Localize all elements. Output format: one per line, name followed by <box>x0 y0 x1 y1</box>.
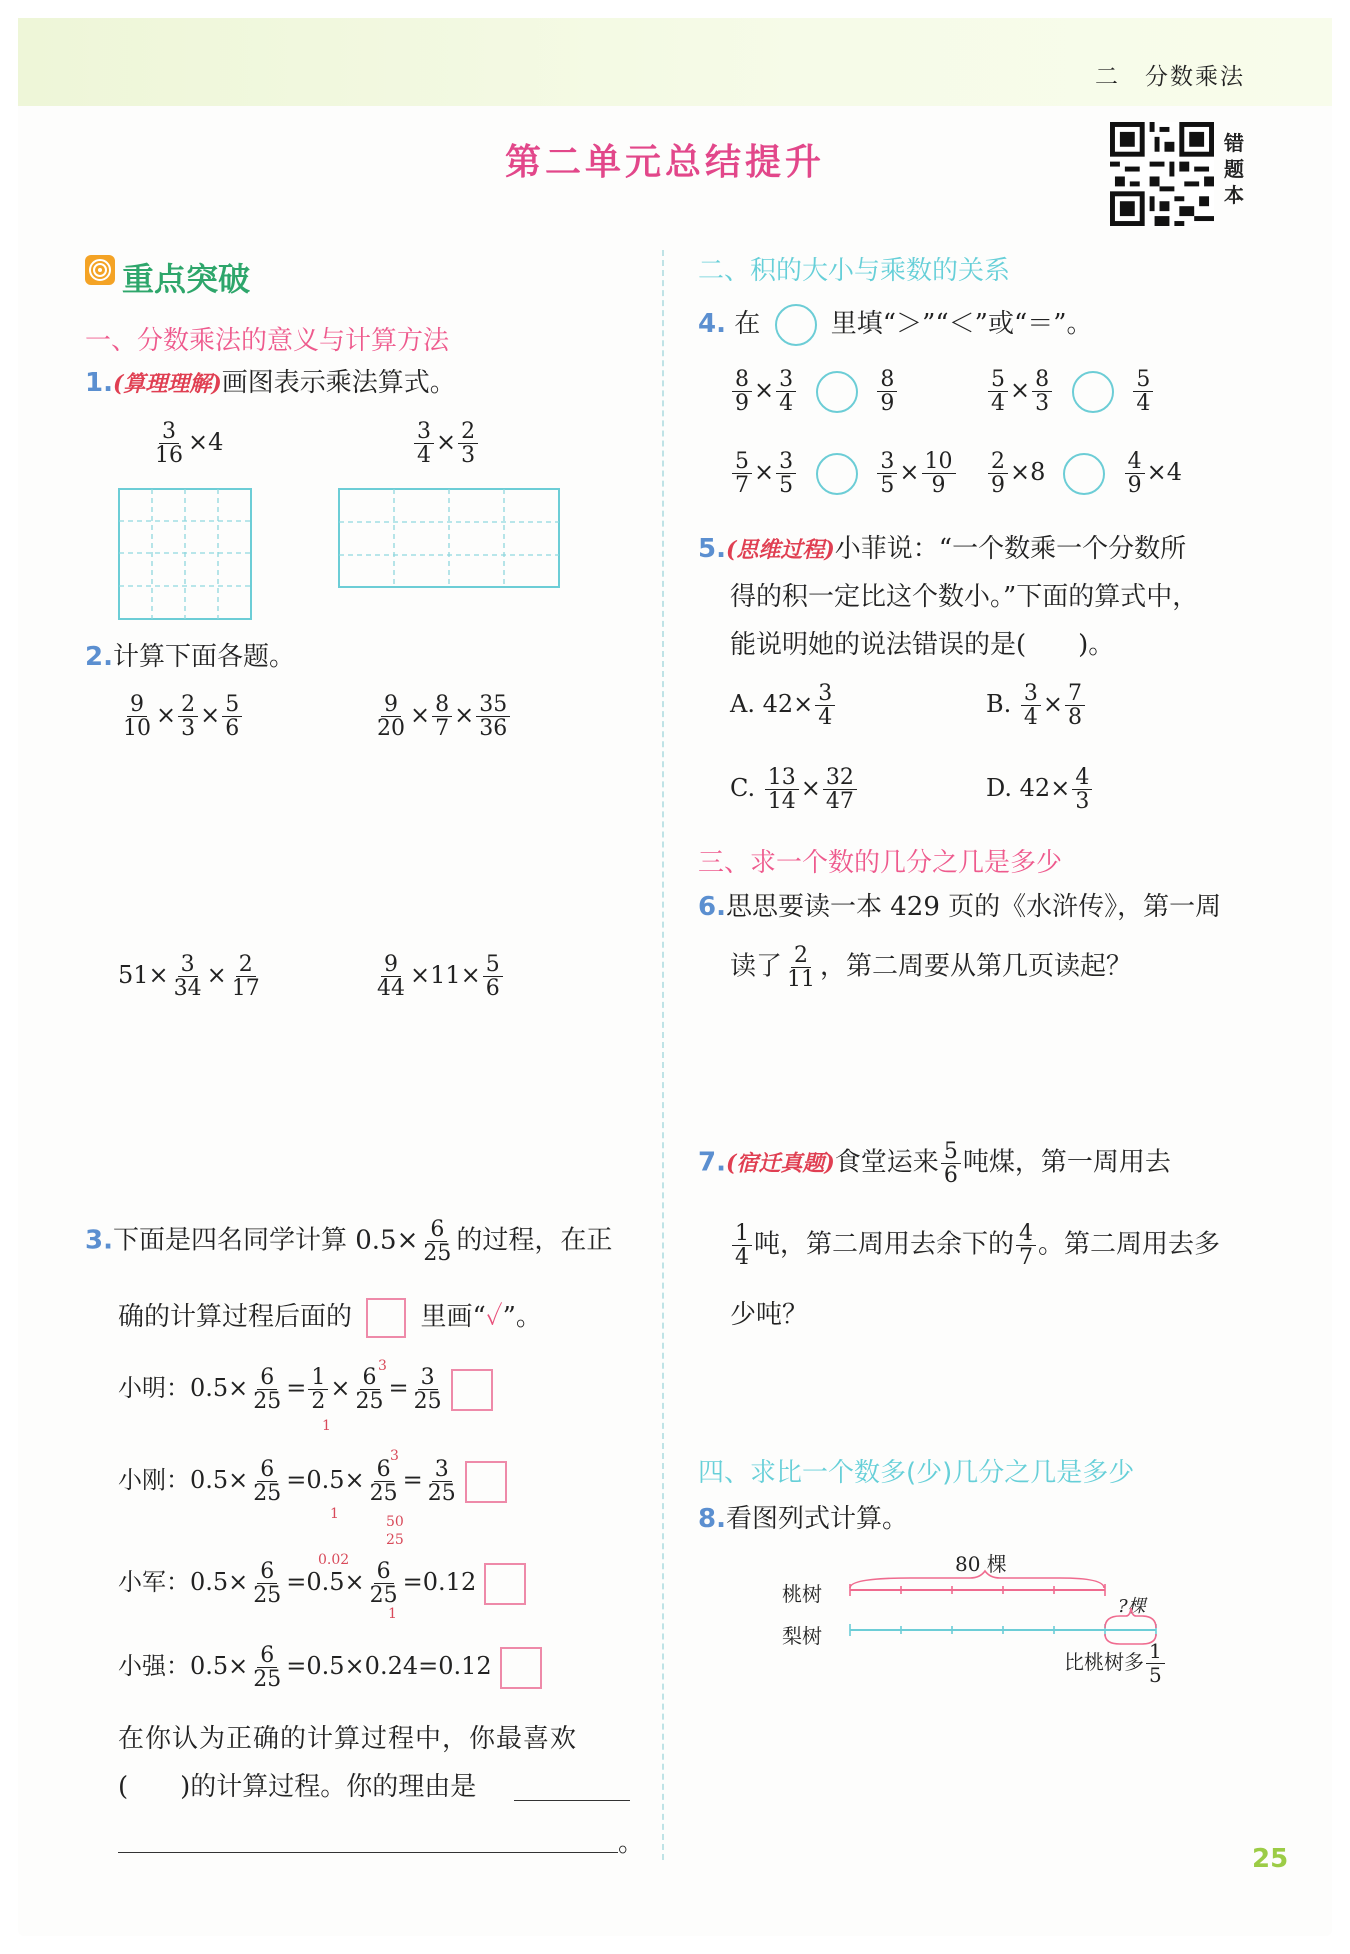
answer-box-xiaoming[interactable] <box>451 1369 493 1411</box>
line-segment-diagram <box>840 1568 1170 1648</box>
page-number: 25 <box>1252 1844 1289 1874</box>
q5-option-d[interactable]: D. 42× $\frac{4}{3}$ <box>986 766 1094 813</box>
xiaojun-row: 小军：0.5× $\frac{6}{25}$ =0.5× $\frac{6}{25}$ =0.12 <box>118 1560 526 1607</box>
cancel-mark: 1 <box>388 1606 397 1622</box>
q5-line-3: 能说明她的说法错误的是( )。 <box>730 630 1115 660</box>
compare-circle[interactable] <box>816 371 858 413</box>
q3-followup-1: 在你认为正确的计算过程中，你最喜欢 <box>118 1724 578 1754</box>
q3-followup-2: ( )的计算过程。你的理由是 <box>118 1772 477 1802</box>
diagram-compare-label: 比桃树多 $\frac{1}{5}$ <box>1064 1640 1167 1687</box>
answer-box-xiaoqiang[interactable] <box>500 1647 542 1689</box>
compare-circle[interactable] <box>1063 453 1105 495</box>
q4-row1-item1: $\frac{8}{9}$ × $\frac{3}{4}$ $\frac{8}{9}$ <box>730 368 899 415</box>
diagram-total-label: 80 棵 <box>955 1552 1007 1576</box>
diagram-row-peach: 桃树 <box>782 1582 822 1606</box>
section-3-heading: 三、求一个数的几分之几是多少 <box>698 848 1063 878</box>
cancel-mark: 1 <box>330 1506 339 1522</box>
section-4-heading: 四、求比一个数多(少)几分之几是多少 <box>698 1458 1135 1488</box>
cancel-mark: 0.02 <box>318 1552 350 1568</box>
q5-option-c[interactable]: C. $\frac{13}{14}$ × $\frac{32}{47}$ <box>730 766 859 813</box>
answer-line[interactable] <box>514 1800 630 1801</box>
question-text: 画图表示乘法算式。 <box>221 368 456 398</box>
question-4: 4. 在 里填“＞”“＜”或“＝”。 <box>698 304 1093 346</box>
qr-label-char-1: 错 <box>1224 131 1244 155</box>
qr-code-icon[interactable] <box>1110 122 1214 226</box>
diagram-row-pear: 梨树 <box>782 1624 822 1648</box>
answer-box-xiaogang[interactable] <box>465 1461 507 1503</box>
q2-expression-3: 51× $\frac{3}{34}$ × $\frac{2}{17}$ <box>118 952 260 1001</box>
drawing-grid-1[interactable] <box>118 488 252 620</box>
q7-line-2: $\frac{1}{4}$ 吨，第二周用去余下的 $\frac{4}{7}$ 。第二周用去多 <box>730 1222 1220 1269</box>
qr-label-char-2: 题 <box>1224 157 1244 181</box>
key-points-title: 重点突破 <box>122 260 251 298</box>
answer-box-sample <box>366 1298 406 1338</box>
question-6: 6.思思要读一本 429 页的《水浒传》，第一周 <box>698 892 1222 922</box>
qr-label-char-3: 本 <box>1224 183 1244 207</box>
section-1-heading: 一、分数乘法的意义与计算方法 <box>85 326 450 356</box>
compare-circle[interactable] <box>1072 371 1114 413</box>
page-title: 第二单元总结提升 <box>504 142 825 183</box>
q4-row2-item2: $\frac{2}{9}$ ×8 $\frac{4}{9}$ ×4 <box>986 450 1182 497</box>
q1-expression-2: $\frac{3}{4}$ × $\frac{2}{3}$ <box>412 420 480 467</box>
q4-row2-item1: $\frac{5}{7}$ × $\frac{3}{5}$ $\frac{3}{5}$ × $\frac{10}{9}$ <box>730 450 958 497</box>
diagram-unknown-label: ?棵 <box>1118 1596 1146 1617</box>
question-7: 7.(宿迁真题)食堂运来 $\frac{5}{6}$ 吨煤，第一周用去 <box>698 1139 1171 1188</box>
cancel-mark: 3 <box>390 1448 399 1464</box>
xiaoqiang-row: 小强：0.5× $\frac{6}{25}$ =0.5×0.24=0.12 <box>118 1644 542 1691</box>
question-tag: (算理理解) <box>112 371 222 397</box>
q1-expression-1: $\frac{3}{16}$ ×4 <box>155 419 224 468</box>
period: 。 <box>618 1828 645 1858</box>
question-3-line-2: 确的计算过程后面的 里画“✓”。 <box>118 1298 542 1338</box>
question-8: 8.看图列式计算。 <box>698 1504 908 1534</box>
unit-label: 二 分数乘法 <box>1095 64 1245 90</box>
answer-box-xiaojun[interactable] <box>484 1563 526 1605</box>
question-2: 2.计算下面各题。 <box>85 642 295 672</box>
cancel-mark: 1 <box>322 1418 331 1434</box>
question-1 <box>85 366 456 401</box>
q5-option-a[interactable]: A. 42× $\frac{3}{4}$ <box>730 682 837 729</box>
question-5: 5.(思维过程)小菲说：“一个数乘一个分数所 <box>698 534 1187 564</box>
cancel-mark: 50 <box>386 1514 404 1530</box>
cancel-mark: 3 <box>378 1358 387 1374</box>
qr-label <box>1224 130 1248 208</box>
drawing-grid-2[interactable] <box>338 488 560 588</box>
cancel-mark: 25 <box>386 1532 404 1548</box>
sample-circle <box>775 304 817 346</box>
check-mark-icon: ✓ <box>485 1302 503 1332</box>
section-2-heading: 二、积的大小与乘数的关系 <box>698 256 1011 286</box>
compare-circle[interactable] <box>816 453 858 495</box>
column-divider <box>662 250 664 1860</box>
q5-option-b[interactable]: B. $\frac{3}{4}$ × $\frac{7}{8}$ <box>986 682 1087 729</box>
q6-line-2: 读了 $\frac{2}{11}$ ，第二周要从第几页读起？ <box>730 943 1133 992</box>
q7-line-3: 少吨？ <box>730 1300 809 1330</box>
q4-row1-item2: $\frac{5}{4}$ × $\frac{8}{3}$ $\frac{5}{4}$ <box>986 368 1155 415</box>
q5-line-2: 得的积一定比这个数小。”下面的算式中， <box>730 582 1199 612</box>
q2-expression-1: $\frac{9}{10}$ × $\frac{2}{3}$ × $\frac{5}{6}$ <box>118 693 244 740</box>
q2-expression-4: $\frac{9}{44}$ ×11× $\frac{5}{6}$ <box>372 953 505 1000</box>
answer-line[interactable] <box>118 1852 618 1853</box>
q2-expression-2: $\frac{9}{20}$ × $\frac{8}{7}$ × $\frac{35}{36}$ <box>372 693 512 740</box>
xiaogang-row: 小刚：0.5× $\frac{6}{25}$ =0.5× $\frac{6}{25}$ = $\frac{3}{25}$ <box>118 1458 507 1505</box>
question-number: 1. <box>85 368 113 398</box>
spiral-icon <box>85 255 115 285</box>
xiaoming-row: 小明：0.5× $\frac{6}{25}$ = $\frac{1}{2}$ × $\frac{6}{25}$ = $\frac{3}{25}$ <box>118 1366 493 1413</box>
question-3: 3.下面是四名同学计算 0.5× $\frac{6}{25}$ 的过程，在正 <box>85 1217 613 1266</box>
